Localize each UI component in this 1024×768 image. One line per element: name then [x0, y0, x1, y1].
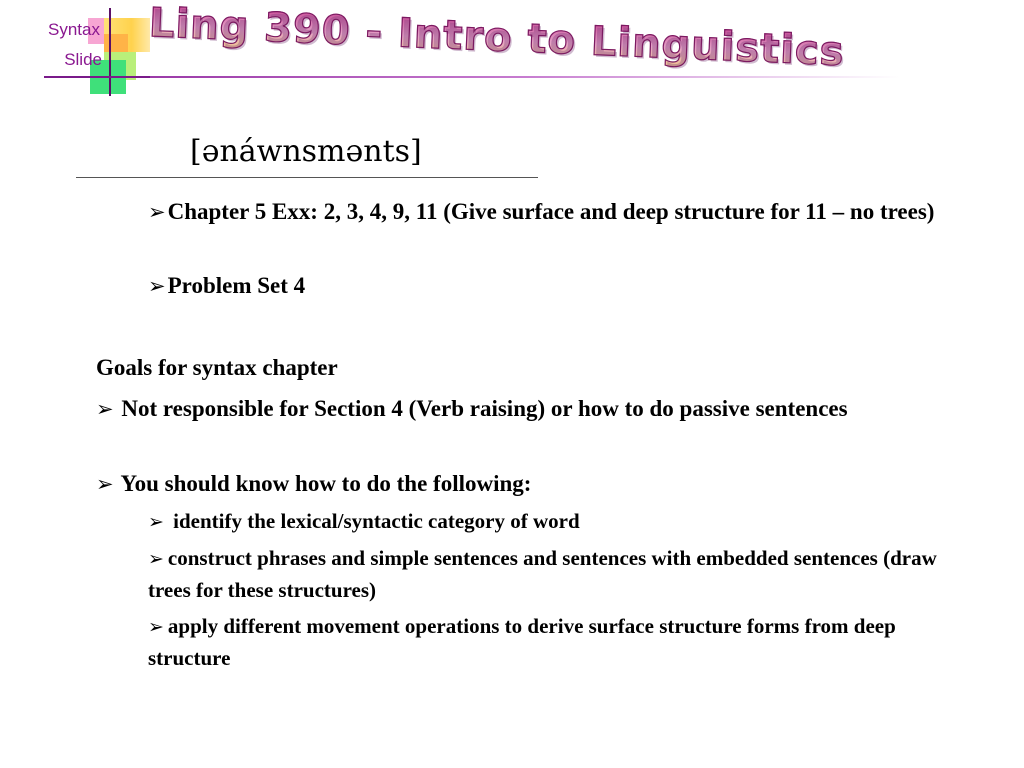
title-area: [148, 0, 1000, 76]
announcements-heading-rule: [76, 177, 538, 178]
arrowhead-bullet-icon: ➢: [148, 200, 166, 224]
logo-horizontal-line: [44, 76, 156, 78]
arrowhead-bullet-icon: ➢: [96, 472, 114, 496]
arrowhead-bullet-icon: ➢: [148, 274, 166, 298]
goal-item: [96, 392, 976, 426]
title-underline: [150, 76, 900, 78]
syntax-slide-logo: [0, 0, 160, 100]
goal-subitem-text: construct phrases and simple sentences and sentences with embedded sentences (draw trees for these structures): [148, 546, 937, 602]
goal-subitem: [148, 506, 978, 538]
arrowhead-bullet-icon: ➢: [96, 397, 114, 421]
arrowhead-bullet-icon: ➢: [148, 511, 164, 533]
announcement-item: [148, 269, 978, 303]
logo-word-slide: Slide: [64, 50, 102, 69]
goals-heading: Goals for syntax chapter: [96, 355, 338, 380]
goal-subitem: [148, 611, 978, 674]
announcement-item: [148, 195, 978, 229]
goal-item: [96, 467, 976, 501]
goal-text: Not responsible for Section 4 (Verb raising) or how to do passive sentences: [121, 396, 848, 421]
logo-word-syntax: Syntax: [48, 20, 100, 39]
goal-subitem-text: apply different movement operations to derive surface structure forms from deep structure: [148, 614, 896, 670]
goal-subitem-text: identify the lexical/syntactic category of word: [173, 509, 580, 533]
arrowhead-bullet-icon: ➢: [148, 616, 164, 638]
arrowhead-bullet-icon: ➢: [148, 548, 164, 570]
goal-text: You should know how to do the following:: [120, 471, 532, 496]
logo-vertical-line: [109, 8, 111, 96]
announcement-text: Chapter 5 Exx: 2, 3, 4, 9, 11 (Give surface and deep structure for 11 – no trees): [167, 199, 935, 224]
goal-subitem: [148, 543, 978, 606]
slide-title: Ling 390 - Intro to Linguistics: [148, 0, 846, 76]
announcements-heading: [ənáwnsmənts]: [190, 134, 422, 169]
announcement-text: Problem Set 4: [167, 273, 306, 298]
